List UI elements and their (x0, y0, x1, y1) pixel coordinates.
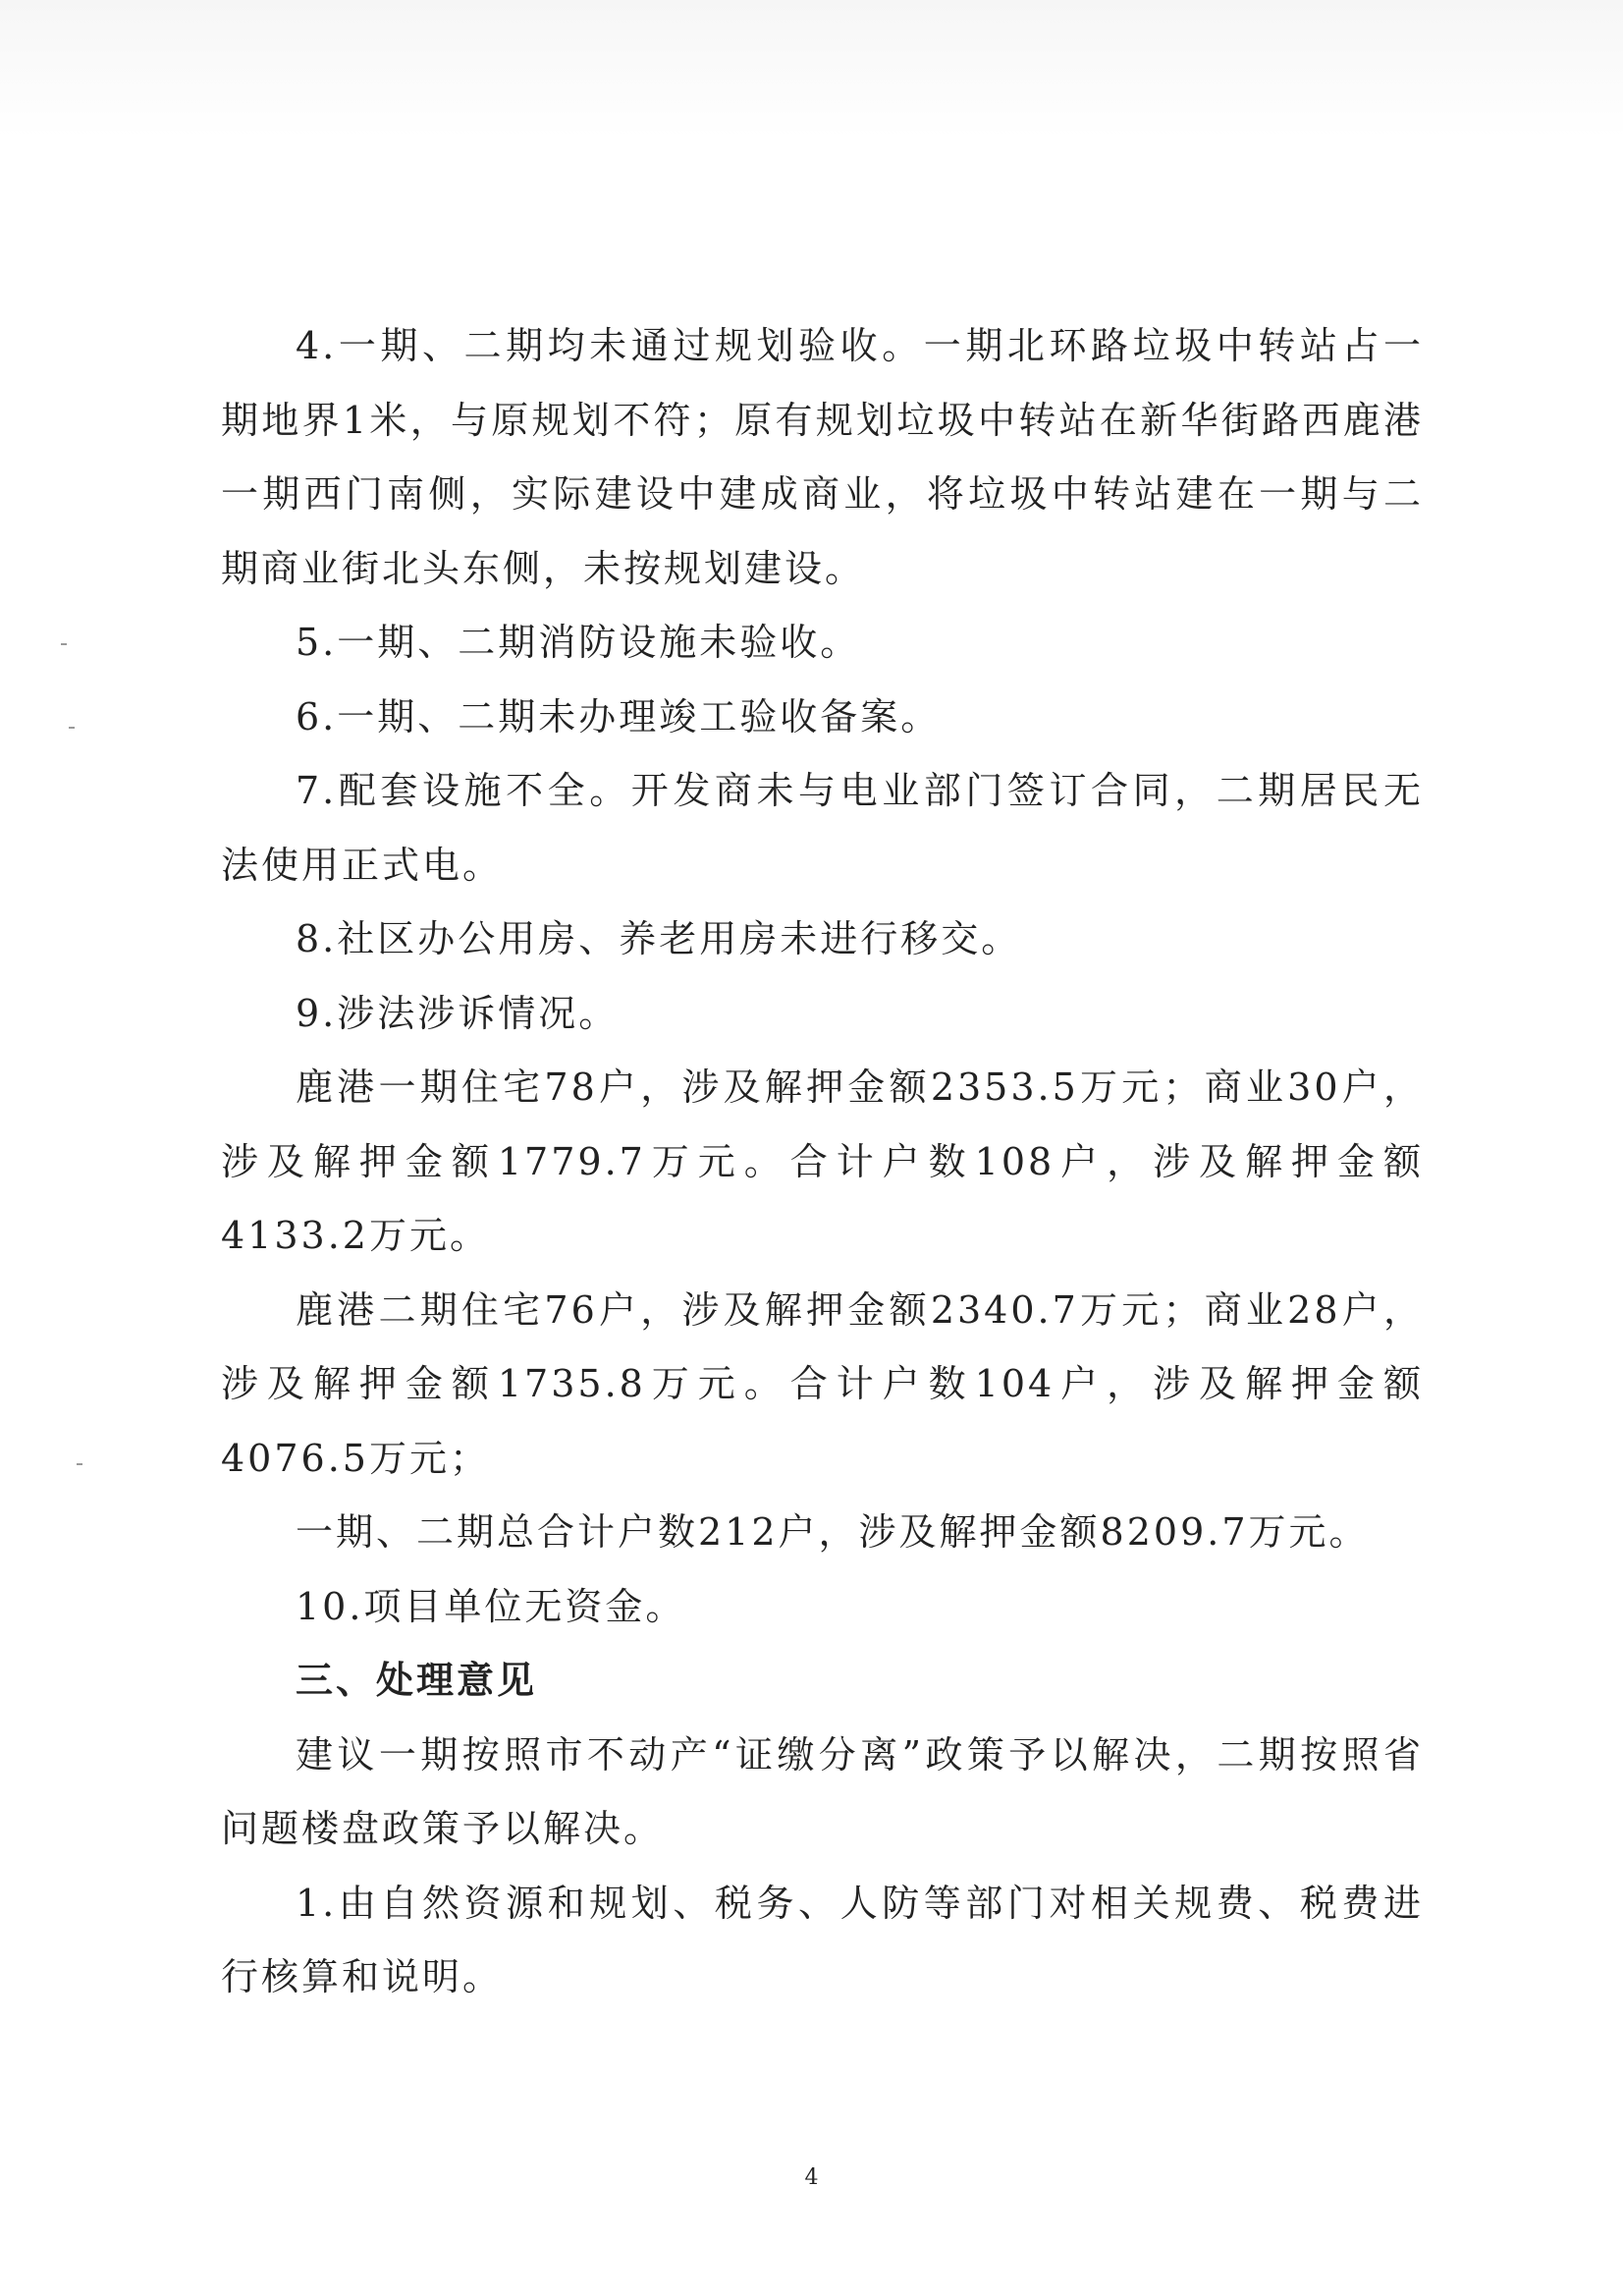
paragraph-item-9: 9.涉法涉诉情况。 (296, 991, 620, 1035)
opinion-paragraph: 建议一期按照市不动产“证缴分离”政策予以解决，二期按照省问题楼盘政策予以解决。 (221, 1732, 1424, 1850)
page-number: 4 (804, 2165, 819, 2190)
scan-speck (61, 643, 67, 645)
document-body (221, 309, 1424, 2015)
paragraph-total-summary: 一期、二期总合计户数212户，涉及解押金额8209.7万元。 (296, 1510, 1370, 1554)
paragraph-item-7: 7.配套设施不全。开发商未与电业部门签订合同，二期居民无法使用正式电。 (221, 769, 1424, 887)
opinion-item-1: 1.由自然资源和规划、税务、人防等部门对相关规费、税费进行核算和说明。 (221, 1881, 1424, 1998)
section-heading: 三、处理意见 (296, 1659, 538, 1702)
paragraph-item-4: 4.一期、二期均未通过规划验收。一期北环路垃圾中转站占一期地界1米，与原规划不符；原有规划垃圾中转站在新华街路西鹿港一期西门南侧，实际建设中建成商业，将垃圾中转站建在一期与二期商业街北头东侧，未按规划建设。 (221, 324, 1424, 590)
scan-shading (0, 0, 1623, 137)
scan-speck (77, 1463, 82, 1465)
paragraph-item-8: 8.社区办公用房、养老用房未进行移交。 (296, 917, 1022, 960)
scan-speck (69, 727, 75, 729)
paragraph-item-6: 6.一期、二期未办理竣工验收备案。 (296, 694, 942, 738)
paragraph-phase-two-summary: 鹿港二期住宅76户，涉及解押金额2340.7万元；商业28户，涉及解押金额1735.8万元。合计户数104户，涉及解押金额4076.5万元； (221, 1287, 1424, 1480)
paragraph-item-10: 10.项目单位无资金。 (296, 1584, 686, 1628)
paragraph-item-5: 5.一期、二期消防设施未验收。 (296, 621, 861, 664)
paragraph-phase-one-summary: 鹿港一期住宅78户，涉及解押金额2353.5万元；商业30户，涉及解押金额1779.7万元。合计户数108户，涉及解押金额4133.2万元。 (221, 1066, 1424, 1257)
